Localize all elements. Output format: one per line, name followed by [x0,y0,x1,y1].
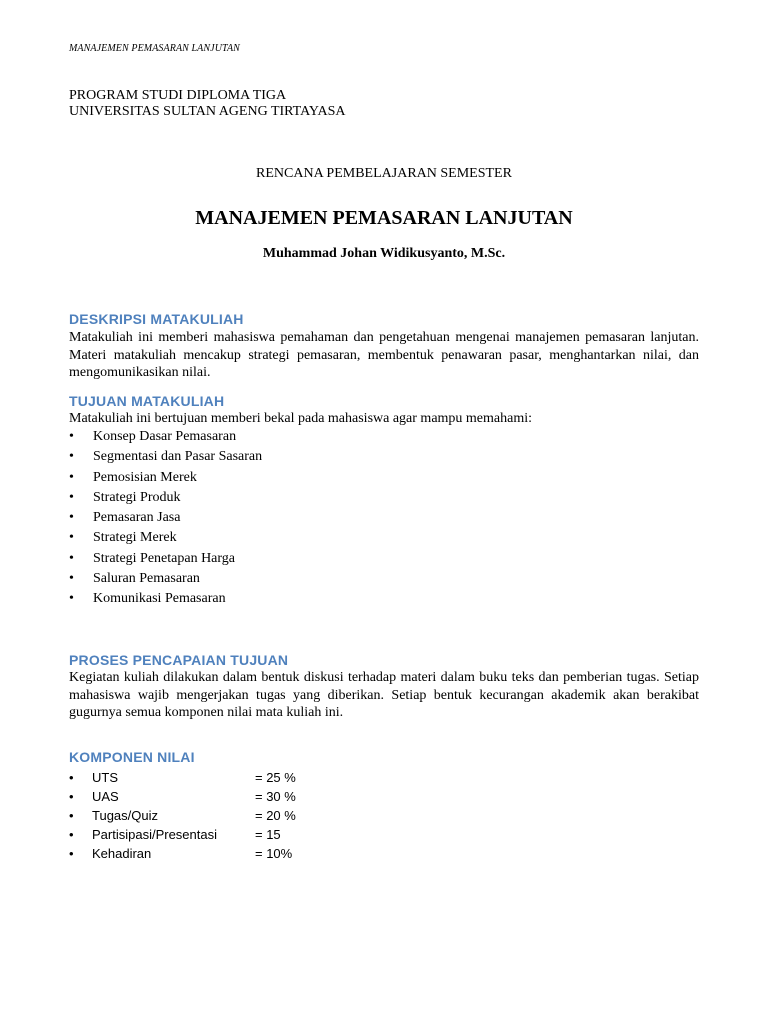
grade-label: Partisipasi/Presentasi [92,827,217,842]
grade-label: Kehadiran [92,846,152,861]
grade-value: = 10% [255,846,293,861]
grade-label: UAS [92,789,119,804]
list-item [69,427,262,447]
program-name: PROGRAM STUDI DIPLOMA TIGA [69,88,287,103]
list-item [69,549,262,569]
grade-row [69,806,296,825]
bullet-icon: • [69,530,74,546]
proses-text: Kegiatan kuliah dilakukan dalam bentuk diskusi terhadap materi dalam buku teks dan pemberian tugas. Setiap mahasiswa wajib mengerjakan tugas yang diberikan. Setiap bentuk kecurangan akademik akan berakibat gugurnya semua komponen nilai mata kuliah ini. [69,670,699,720]
grade-row [69,787,296,806]
grade-label: UTS [92,770,118,785]
list-item [69,528,262,548]
grade-value: = 25 % [255,770,296,785]
proses-heading: PROSES PENCAPAIAN TUJUAN [69,652,289,668]
deskripsi-text: Matakuliah ini memberi mahasiswa pemahaman dan pengetahuan mengenai manajemen pemasaran lanjutan. Materi matakuliah mencakup strategi pemasaran, membentuk penawaran pasar, menghantarkan nilai, dan mengomunikasikan nilai. [69,330,699,380]
list-item-text: Segmentasi dan Pasar Sasaran [93,449,263,465]
list-item [69,589,262,609]
list-item-text: Pemosisian Merek [93,469,197,485]
tujuan-list [69,427,262,610]
list-item-text: Strategi Produk [93,489,181,505]
tujuan-heading: TUJUAN MATAKULIAH [69,393,225,409]
list-item-text: Saluran Pemasaran [93,571,200,587]
document-author: Muhammad Johan Widikusyanto, M.Sc. [262,246,506,261]
running-header: MANAJEMEN PEMASARAN LANJUTAN [69,43,240,54]
list-item-text: Pemasaran Jasa [93,510,181,526]
bullet-icon: • [69,789,74,804]
bullet-icon: • [69,846,74,861]
document-type: RENCANA PEMBELAJARAN SEMESTER [256,166,512,181]
tujuan-intro: Matakuliah ini bertujuan memberi bekal pada mahasiswa agar mampu memahami: [69,411,533,426]
grade-value: = 15 [255,827,281,842]
institution-block [69,88,345,120]
bullet-icon: • [69,449,74,465]
university-name: UNIVERSITAS SULTAN AGENG TIRTAYASA [69,104,346,119]
grade-row [69,844,296,863]
list-item [69,508,262,528]
komponen-list [69,768,296,863]
bullet-icon: • [69,808,74,823]
list-item [69,468,262,488]
grade-value: = 20 % [255,808,296,823]
grade-value: = 30 % [255,789,296,804]
grade-label: Tugas/Quiz [92,808,158,823]
list-item-text: Strategi Merek [93,530,177,546]
list-item-text: Strategi Penetapan Harga [93,550,236,566]
bullet-icon: • [69,550,74,566]
list-item [69,488,262,508]
document-title: MANAJEMEN PEMASARAN LANJUTAN [195,207,573,229]
grade-row [69,768,296,787]
bullet-icon: • [69,510,74,526]
bullet-icon: • [69,770,74,785]
grade-row [69,825,296,844]
komponen-heading: KOMPONEN NILAI [69,749,195,765]
bullet-icon: • [69,827,74,842]
bullet-icon: • [69,489,74,505]
list-item-text: Komunikasi Pemasaran [93,591,226,607]
list-item [69,569,262,589]
bullet-icon: • [69,469,74,485]
deskripsi-heading: DESKRIPSI MATAKULIAH [69,311,244,327]
bullet-icon: • [69,591,74,607]
list-item [69,447,262,467]
list-item-text: Konsep Dasar Pemasaran [93,429,237,444]
bullet-icon: • [69,429,74,444]
bullet-icon: • [69,571,74,587]
